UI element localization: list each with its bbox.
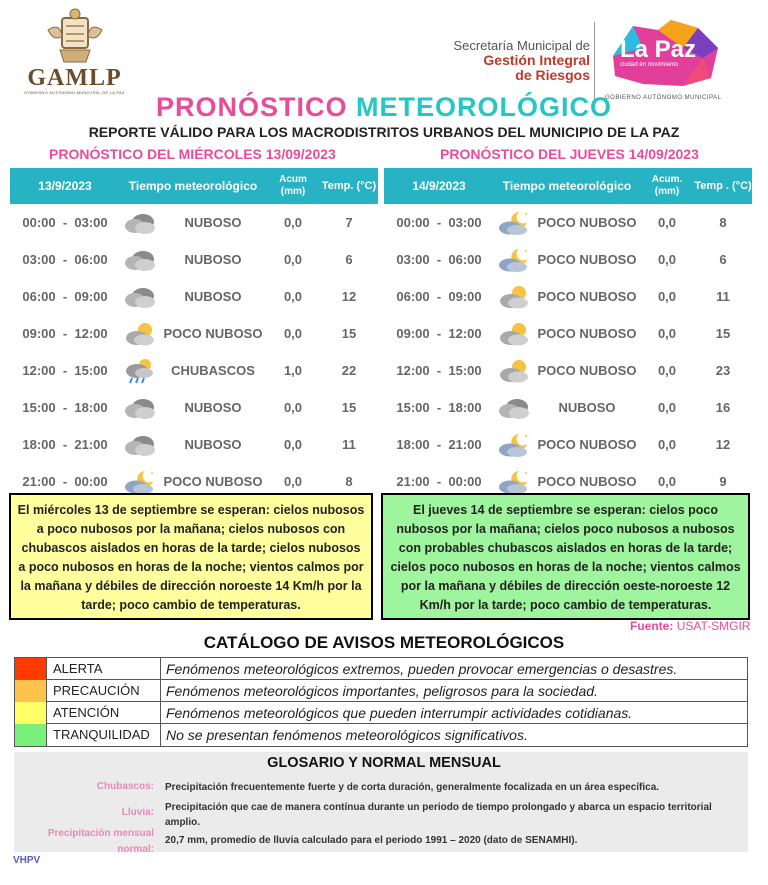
catalog-desc: No se presentan fenómenos meteorológicos significativos. <box>166 727 528 743</box>
time-to: 18:00 <box>448 400 482 415</box>
time-from: 15:00 <box>396 400 430 415</box>
catalog-desc: Fenómenos meteorológicos que pueden interrumpir actividades cotidianas. <box>166 704 633 721</box>
time-range: 15:00 - 18:00 <box>396 400 482 415</box>
table-row <box>10 241 378 278</box>
catalog-swatch <box>15 724 47 746</box>
time-range: 18:00 - 21:00 <box>22 437 108 452</box>
temp-value: 6 <box>345 252 353 267</box>
table-row <box>10 426 378 463</box>
acum-value: 0,0 <box>283 474 303 489</box>
time-from: 09:00 <box>396 326 430 341</box>
sun-cloud-icon <box>494 284 534 310</box>
temp-value: 15 <box>341 400 357 415</box>
glossary-term-chubascos: Chubascos: <box>96 781 154 792</box>
table-row <box>384 352 752 389</box>
time-range: 00:00 - 03:00 <box>396 215 482 230</box>
catalog-swatch <box>15 702 47 724</box>
time-to: 15:00 <box>74 363 108 378</box>
time-from: 09:00 <box>22 326 56 341</box>
glossary-def-precipitacion: 20,7 mm, promedio de lluvia calculado para el periodo 1991 – 2020 (dato de SENAMHI). <box>165 835 578 846</box>
source-label <box>630 619 750 633</box>
time-to: 06:00 <box>448 252 482 267</box>
glossary-term-precipitacion: Precipitación mensual normal: <box>47 828 154 855</box>
day2-summary: El jueves 14 de septiembre se esperan: cielos poco nubosos por la mañana; cielos poco nubosos a nubosos con probables chubascos aislados en horas de la tarde; cielos poco nubosos en horas de la noche; vientos calmos por la mañana y débiles de dirección oeste-noroeste 12 Km/h por la tarde; poco cambio de temperaturas. <box>381 493 750 620</box>
time-from: 12:00 <box>396 363 430 378</box>
header-date: 13/9/2023 <box>38 179 92 193</box>
time-range: 18:00 - 21:00 <box>396 437 482 452</box>
forecast-table-day1 <box>10 168 378 500</box>
acum-value: 0,0 <box>283 252 303 267</box>
time-to: 12:00 <box>448 326 482 341</box>
weather-desc: POCO NUBOSO <box>537 252 637 267</box>
catalog-level: PRECAUCIÓN <box>47 680 161 702</box>
table-row <box>10 315 378 352</box>
header-weather: Tiempo meteorológico <box>128 179 258 193</box>
catalog-swatch <box>15 658 47 680</box>
table-row <box>384 204 752 241</box>
time-to: 21:00 <box>448 437 482 452</box>
time-from: 00:00 <box>22 215 56 230</box>
time-from: 06:00 <box>396 289 430 304</box>
temp-value: 9 <box>719 474 727 489</box>
day2-heading: PRONÓSTICO DEL JUEVES 14/09/2023 <box>440 146 699 162</box>
weather-desc: POCO NUBOSO <box>537 437 637 452</box>
catalog-level: TRANQUILIDAD <box>47 724 161 746</box>
header-weather: Tiempo meteorológico <box>502 179 632 193</box>
catalog-row <box>15 680 747 702</box>
secretaria-logo <box>420 38 590 83</box>
catalog-desc: Fenómenos meteorológicos importantes, peligrosos para la sociedad. <box>166 682 598 699</box>
catalog-desc: Fenómenos meteorológicos extremos, pueden provocar emergencias o desastres. <box>166 660 678 677</box>
acum-value: 0,0 <box>657 363 677 378</box>
temp-value: 8 <box>719 215 727 230</box>
acum-value: 1,0 <box>283 363 303 378</box>
time-range: 21:00 - 00:00 <box>396 474 482 489</box>
cloud-icon <box>494 395 534 421</box>
time-from: 21:00 <box>396 474 430 489</box>
forecast-header <box>384 168 752 204</box>
moon-cloud-icon <box>494 432 534 458</box>
temp-value: 22 <box>341 363 357 378</box>
moon-cloud-icon <box>120 469 160 495</box>
temp-value: 16 <box>715 400 731 415</box>
sun-cloud-icon <box>494 321 534 347</box>
time-range: 12:00 - 15:00 <box>396 363 482 378</box>
weather-desc: POCO NUBOSO <box>537 363 637 378</box>
catalog-swatch <box>15 680 47 702</box>
secretaria-line3: de Riesgos <box>515 67 590 83</box>
weather-desc: POCO NUBOSO <box>537 289 637 304</box>
time-from: 12:00 <box>22 363 56 378</box>
time-from: 18:00 <box>396 437 430 452</box>
forecast-rows <box>384 204 752 500</box>
temp-value: 23 <box>715 363 731 378</box>
acum-value: 0,0 <box>657 215 677 230</box>
weather-desc: CHUBASCOS <box>171 363 255 378</box>
temp-value: 7 <box>345 215 353 230</box>
time-to: 09:00 <box>74 289 108 304</box>
header <box>0 0 768 100</box>
catalog-level: ATENCIÓN <box>47 702 161 724</box>
table-row <box>384 315 752 352</box>
sun-cloud-icon <box>120 321 160 347</box>
weather-desc: NUBOSO <box>184 289 242 304</box>
weather-desc: POCO NUBOSO <box>163 474 263 489</box>
time-from: 15:00 <box>22 400 56 415</box>
header-temp: Temp. (°C) <box>321 179 377 192</box>
table-row <box>10 352 378 389</box>
table-row <box>384 241 752 278</box>
page-subtitle: REPORTE VÁLIDO PARA LOS MACRODISTRITOS URBANOS DEL MUNICIPIO DE LA PAZ <box>88 124 680 140</box>
time-to: 06:00 <box>74 252 108 267</box>
time-from: 00:00 <box>396 215 430 230</box>
title-part1: PRONÓSTICO <box>155 92 348 122</box>
time-range: 15:00 - 18:00 <box>22 400 108 415</box>
catalog-title: CATÁLOGO DE AVISOS METEOROLÓGICOS <box>203 633 565 652</box>
forecast-rows <box>10 204 378 500</box>
lapaz-wordmark: La Paz <box>620 36 697 63</box>
time-from: 18:00 <box>22 437 56 452</box>
day1-heading: PRONÓSTICO DEL MIÉRCOLES 13/09/2023 <box>49 146 336 162</box>
table-row <box>10 389 378 426</box>
moon-cloud-icon <box>494 247 534 273</box>
header-date: 14/9/2023 <box>412 179 466 193</box>
secretaria-line2: Gestión Integral <box>483 52 590 68</box>
acum-value: 0,0 <box>283 215 303 230</box>
time-to: 18:00 <box>74 400 108 415</box>
glossary-term-lluvia: Lluvia: <box>121 807 154 818</box>
acum-value: 0,0 <box>283 289 303 304</box>
time-range: 00:00 - 03:00 <box>22 215 108 230</box>
time-to: 03:00 <box>448 215 482 230</box>
weather-desc: NUBOSO <box>184 252 242 267</box>
day1-summary: El miércoles 13 de septiembre se esperan: cielos nubosos a poco nubosos por la mañana; cielos nubosos con chubascos aislados en horas de la tarde; cielos nubosos a poco nubosos en horas de la noche; vientos calmos por la mañana y débiles de dirección noroeste 14 Km/h por la tarde; poco cambio de temperaturas. <box>9 493 373 620</box>
temp-value: 11 <box>342 437 356 452</box>
time-from: 06:00 <box>22 289 56 304</box>
sun-cloud-icon <box>494 358 534 384</box>
glossary-title: GLOSARIO Y NORMAL MENSUAL <box>267 755 501 771</box>
weather-desc: POCO NUBOSO <box>163 326 263 341</box>
catalog-level: ALERTA <box>47 658 161 680</box>
coat-of-arms-icon <box>40 8 110 66</box>
acum-value: 0,0 <box>283 437 303 452</box>
glossary-def-lluvia: Precipitación que cae de manera contínua durante un periodo de tiempo prolongado y abarca un espacio territorial amplio. <box>165 802 712 828</box>
time-range: 06:00 - 09:00 <box>396 289 482 304</box>
table-row <box>384 278 752 315</box>
time-to: 00:00 <box>74 474 108 489</box>
forecast-header <box>10 168 378 204</box>
time-from: 03:00 <box>396 252 430 267</box>
header-divider <box>594 22 595 100</box>
weather-desc: POCO NUBOSO <box>537 474 637 489</box>
weather-desc: POCO NUBOSO <box>537 326 637 341</box>
shower-icon <box>120 358 160 384</box>
time-to: 09:00 <box>448 289 482 304</box>
acum-value: 0,0 <box>657 252 677 267</box>
time-range: 21:00 - 00:00 <box>22 474 108 489</box>
acum-value: 0,0 <box>283 326 303 341</box>
temp-value: 11 <box>716 289 730 304</box>
forecast-table-day2 <box>384 168 752 500</box>
time-range: 09:00 - 12:00 <box>22 326 108 341</box>
table-row <box>384 389 752 426</box>
cloud-icon <box>120 432 160 458</box>
weather-desc: NUBOSO <box>184 400 242 415</box>
moon-cloud-icon <box>494 210 534 236</box>
catalog-row <box>15 724 747 746</box>
table-row <box>10 204 378 241</box>
acum-value: 0,0 <box>657 437 677 452</box>
source-value: USAT-SMGIR <box>676 619 751 633</box>
temp-value: 12 <box>715 437 731 452</box>
weather-desc: POCO NUBOSO <box>537 215 637 230</box>
cloud-icon <box>120 210 160 236</box>
catalog-table <box>14 657 748 747</box>
gamlp-logo <box>12 8 137 98</box>
time-range: 09:00 - 12:00 <box>396 326 482 341</box>
acum-value: 0,0 <box>657 474 677 489</box>
time-to: 12:00 <box>74 326 108 341</box>
time-range: 03:00 - 06:00 <box>396 252 482 267</box>
acum-value: 0,0 <box>657 400 677 415</box>
catalog-row <box>15 658 747 680</box>
moon-cloud-icon <box>494 469 534 495</box>
time-from: 03:00 <box>22 252 56 267</box>
gamlp-wordmark: GAMLP <box>27 65 122 91</box>
acum-value: 0,0 <box>283 400 303 415</box>
source-label-prefix: Fuente: <box>630 619 674 633</box>
header-acum: Acum. (mm) <box>651 174 683 197</box>
title-part2: METEOROLÓGICO <box>356 92 613 122</box>
page-title <box>0 92 768 123</box>
acum-value: 0,0 <box>657 326 677 341</box>
time-to: 03:00 <box>74 215 108 230</box>
cloud-icon <box>120 395 160 421</box>
weather-desc: NUBOSO <box>558 400 616 415</box>
weather-desc: NUBOSO <box>184 215 242 230</box>
temp-value: 12 <box>341 289 357 304</box>
secretaria-line1: Secretaría Municipal de <box>453 38 590 53</box>
table-row <box>384 426 752 463</box>
header-temp: Temp . (°C) <box>694 179 752 192</box>
glossary-def-chubascos: Precipitación frecuentemente fuerte y de corta duración, generalmente focalizada en un área específica. <box>165 782 660 793</box>
time-range: 03:00 - 06:00 <box>22 252 108 267</box>
temp-value: 6 <box>719 252 727 267</box>
time-to: 21:00 <box>74 437 108 452</box>
gam-label: GOBIERNO AUTÓNOMO MUNICIPAL <box>605 95 722 101</box>
temp-value: 8 <box>345 474 353 489</box>
acum-value: 0,0 <box>657 289 677 304</box>
gamlp-fullname: GOBIERNO AUTÓNOMO MUNICIPAL DE LA PAZ <box>24 90 125 95</box>
temp-value: 15 <box>715 326 731 341</box>
header-acum: Acum (mm) <box>279 174 307 197</box>
catalog-row <box>15 702 747 724</box>
time-from: 21:00 <box>22 474 56 489</box>
time-to: 00:00 <box>448 474 482 489</box>
time-range: 06:00 - 09:00 <box>22 289 108 304</box>
time-to: 15:00 <box>448 363 482 378</box>
weather-desc: NUBOSO <box>184 437 242 452</box>
time-range: 12:00 - 15:00 <box>22 363 108 378</box>
temp-value: 15 <box>341 326 357 341</box>
table-row <box>10 278 378 315</box>
cloud-icon <box>120 284 160 310</box>
lapaz-tagline: ciudad en movimiento <box>620 62 679 68</box>
cloud-icon <box>120 247 160 273</box>
footer-code: VHPV <box>13 855 41 866</box>
